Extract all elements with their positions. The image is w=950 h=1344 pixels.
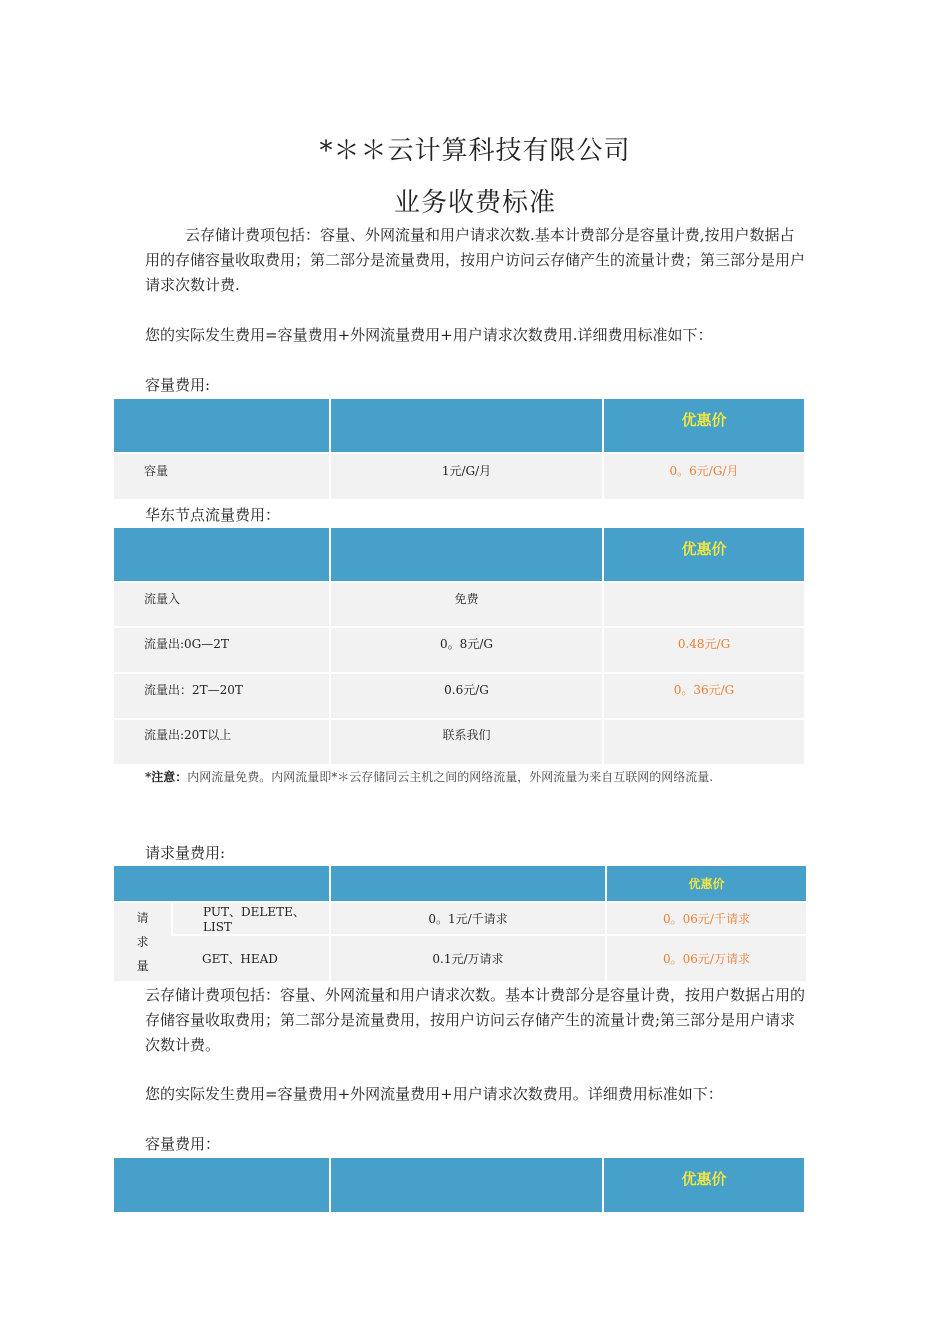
note-text: 内网流量免费。内网流量即*＊云存储同云主机之间的网络流量，外网流量为来自互联网的网络流量. <box>187 770 714 784</box>
item-promo-price: 0。36元/G <box>603 673 804 719</box>
promo-header: 优惠价 <box>603 1158 804 1212</box>
item-promo-price <box>603 582 804 627</box>
table-header-row <box>114 528 804 582</box>
request-group-label <box>114 902 172 981</box>
table-row <box>114 673 804 719</box>
header-cell <box>330 1158 603 1212</box>
request-price: 0.1元/万请求 <box>330 935 606 981</box>
intro-paragraph-2: 云存储计费项包括：容量、外网流量和用户请求次数。基本计费部分是容量计费，按用户数据占用的存储容量收取费用；第二部分是流量费用，按用户访问云存储产生的流量计费;第三部分是用户请求次数计费。 <box>145 986 806 1054</box>
request-method: GET、HEAD <box>172 935 330 981</box>
item-price: 1元/G/月 <box>330 453 603 499</box>
item-price: 联系我们 <box>330 719 603 764</box>
request-group-char: 请 <box>136 911 149 925</box>
internal-traffic-note <box>145 764 807 790</box>
table-row <box>114 902 806 935</box>
formula-paragraph-1: 您的实际发生费用=容量费用+外网流量费用+用户请求次数费用.详细费用标准如下： <box>145 326 713 344</box>
header-cell <box>114 866 330 902</box>
note-prefix: *注意： <box>145 770 188 784</box>
item-price: 0。8元/G <box>330 627 603 673</box>
request-group-char: 量 <box>136 959 149 973</box>
header-cell <box>114 399 330 453</box>
item-price: 0.6元/G <box>330 673 603 719</box>
company-title: *＊＊云计算科技有限公司 <box>319 136 631 166</box>
item-name: 容量 <box>114 453 330 499</box>
promo-header: 优惠价 <box>603 399 804 453</box>
header-cell <box>330 399 603 453</box>
table-header-row <box>114 399 804 453</box>
requests-table <box>114 866 806 981</box>
table-header-row <box>114 1158 804 1212</box>
request-price: 0。1元/千请求 <box>330 902 606 935</box>
table-header-row <box>114 866 806 902</box>
capacity-table-1 <box>114 399 804 499</box>
item-promo-price: 0。6元/G/月 <box>603 453 804 499</box>
request-group-char: 求 <box>136 935 149 949</box>
item-promo-price: 0.48元/G <box>603 627 804 673</box>
capacity-table-2 <box>114 1158 804 1212</box>
header-cell <box>114 528 330 582</box>
header-cell <box>330 866 606 902</box>
intro-paragraph-1: 云存储计费项包括：容量、外网流量和用户请求次数.基本计费部分是容量计费,按用户数据占用的存储容量收取费用；第二部分是流量费用，按用户访问云存储产生的流量计费；第三部分是用户请求次数计费. <box>145 226 806 294</box>
traffic-label: 华东节点流量费用： <box>145 506 281 524</box>
item-name: 流量出:20T以上 <box>114 719 330 764</box>
capacity-label-1: 容量费用: <box>145 376 211 394</box>
request-promo-price: 0。06元/万请求 <box>606 935 806 981</box>
item-promo-price <box>603 719 804 764</box>
table-row <box>114 627 804 673</box>
header-cell <box>114 1158 330 1212</box>
promo-header: 优惠价 <box>603 528 804 582</box>
document-subtitle: 业务收费标准 <box>393 188 556 218</box>
request-promo-price: 0。06元/千请求 <box>606 902 806 935</box>
table-row <box>114 582 804 627</box>
item-name: 流量出:0G—2T <box>114 627 330 673</box>
capacity-label-2: 容量费用： <box>145 1135 221 1153</box>
promo-header: 优惠价 <box>606 866 806 902</box>
item-name: 流量出：2T—20T <box>114 673 330 719</box>
table-row <box>114 935 806 981</box>
header-cell <box>330 528 603 582</box>
table-row <box>114 719 804 764</box>
item-price: 免费 <box>330 582 603 627</box>
formula-paragraph-2: 您的实际发生费用=容量费用+外网流量费用+用户请求次数费用。详细费用标准如下： <box>145 1085 723 1103</box>
item-name: 流量入 <box>114 582 330 627</box>
table-row <box>114 453 804 499</box>
traffic-table <box>114 528 804 764</box>
requests-label: 请求量费用: <box>145 844 226 862</box>
request-method: PUT、DELETE、LIST <box>172 902 330 935</box>
